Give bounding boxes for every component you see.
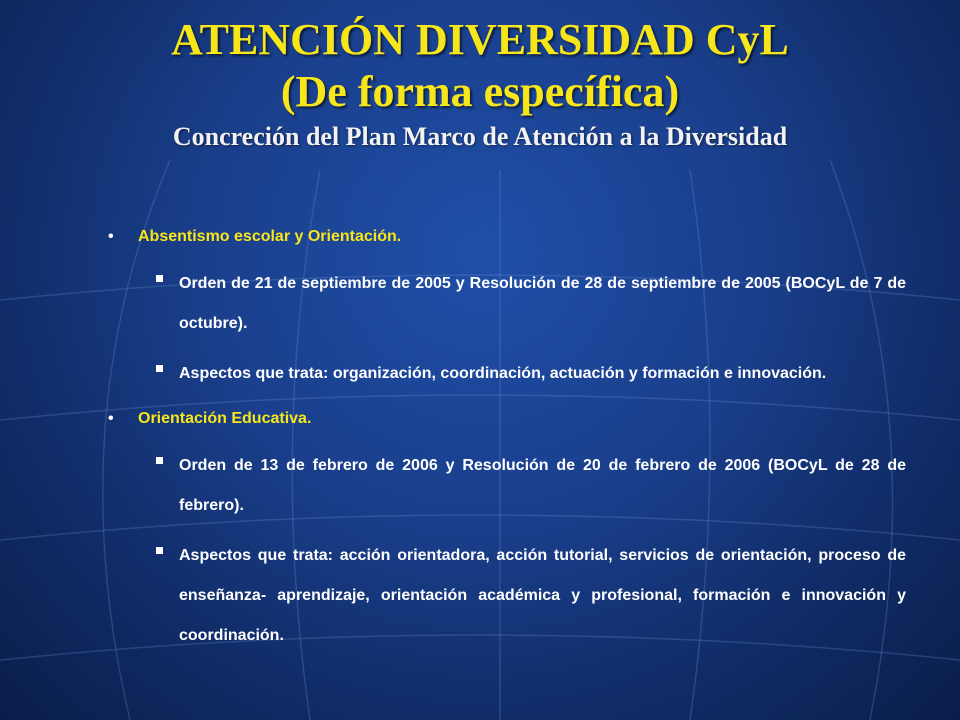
- list-item: [156, 264, 906, 344]
- title-line-2: (De forma específica): [280, 67, 680, 116]
- list-item-text: Aspectos que trata: organización, coordinación, actuación y formación e innovación.: [179, 365, 827, 382]
- square-bullet-icon: [156, 365, 163, 372]
- section-orientacion: [108, 404, 906, 434]
- list-item-text: Orden de 13 de febrero de 2006 y Resolución de 20 de febrero de 2006 (BOCyL de 28 de febrero).: [179, 457, 906, 514]
- square-bullet-icon: [156, 547, 163, 554]
- section-absentismo: [108, 222, 906, 252]
- list-item: [156, 354, 906, 394]
- square-bullet-icon: [156, 457, 163, 464]
- subtitle: Concreción del Plan Marco de Atención a la Diversidad: [172, 122, 788, 151]
- list-item: [156, 536, 906, 656]
- title-block: [0, 14, 960, 154]
- section-label: Absentismo escolar y Orientación.: [138, 228, 402, 245]
- list-item-text: Aspectos que trata: acción orientadora, acción tutorial, servicios de orientación, proceso de enseñanza- aprendizaje, orientación académica y profesional, formación e innovación y coordinación.: [179, 547, 906, 644]
- section-label: Orientación Educativa.: [138, 410, 312, 427]
- bullet-dot-icon: •: [108, 228, 114, 245]
- content-list: [108, 222, 906, 666]
- title-line-1: ATENCIÓN DIVERSIDAD CyL: [171, 15, 789, 64]
- square-bullet-icon: [156, 275, 163, 282]
- list-item: [156, 446, 906, 526]
- list-item-text: Orden de 21 de septiembre de 2005 y Resolución de 28 de septiembre de 2005 (BOCyL de 7 de octubre).: [179, 275, 906, 332]
- bullet-dot-icon: •: [108, 410, 114, 427]
